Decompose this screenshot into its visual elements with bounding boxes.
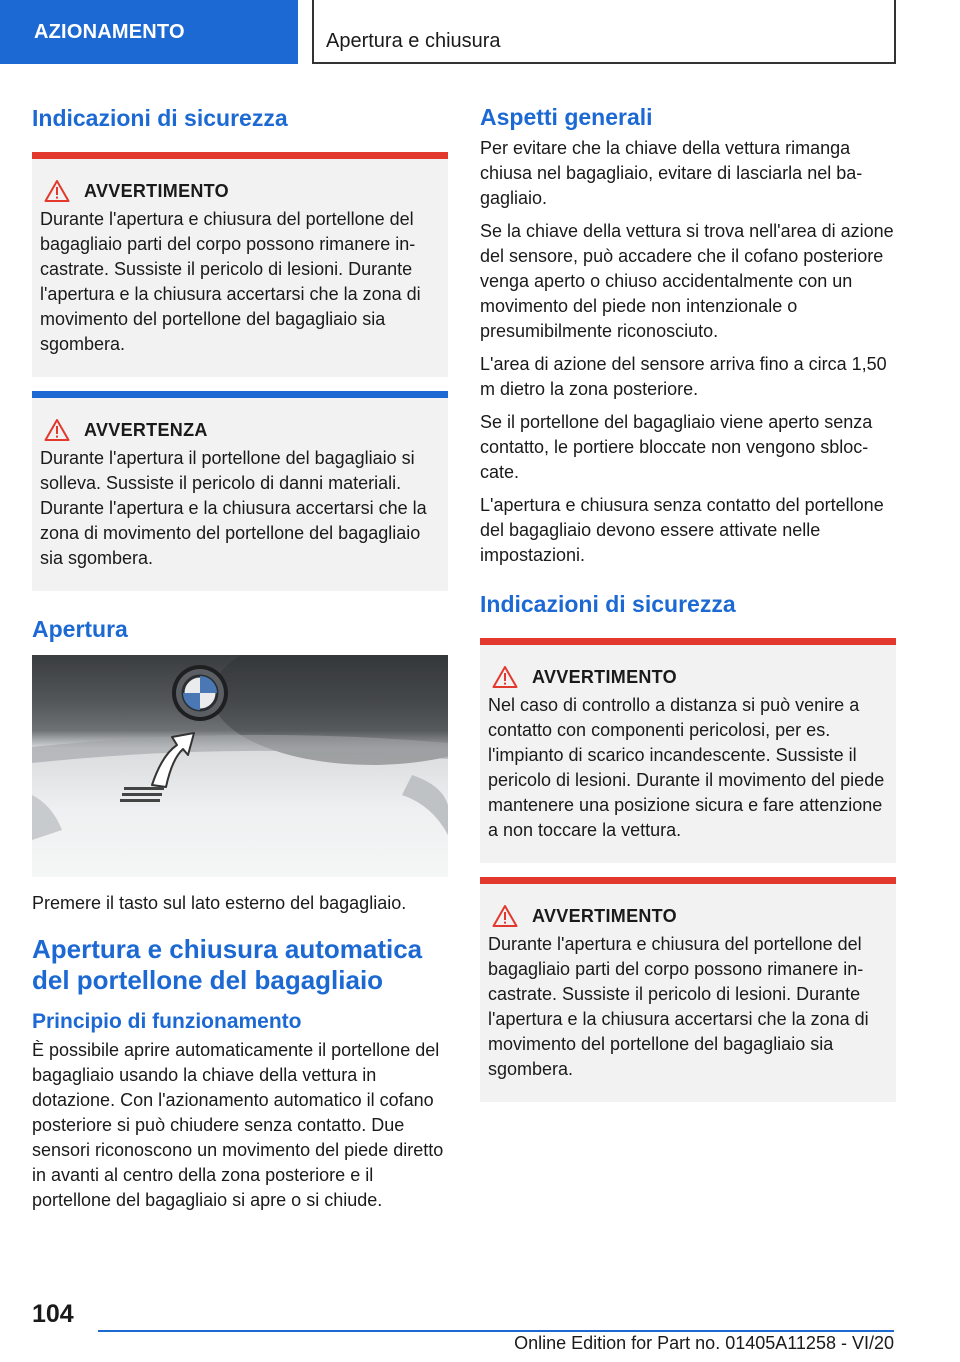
general-paragraph: Se la chiave della vettura si trova nell'area di azione del sensore, può accadere che il cofano posteriore venga aperto o chiuso accidentalmente con un movimento del piede non intenzionale o presumibilmente riconosciuto. xyxy=(480,221,894,341)
warning-notice-1 xyxy=(32,152,448,377)
notice-header xyxy=(44,418,440,442)
general-heading: Aspetti generali xyxy=(480,104,653,130)
page-number: 104 xyxy=(32,1300,74,1328)
warning-triangle-icon xyxy=(44,179,70,203)
warning-notice-4 xyxy=(480,877,896,1102)
notice-header xyxy=(44,179,440,203)
section-title: Apertura e chiusura xyxy=(312,0,896,64)
notice-label: AVVERTENZA xyxy=(84,419,208,440)
chapter-tab: AZIONAMENTO xyxy=(0,0,298,64)
left-column xyxy=(32,98,448,1221)
warning-triangle-icon xyxy=(44,418,70,442)
notice-label: AVVERTIMENTO xyxy=(532,905,677,926)
notice-text: Durante l'apertura e chiusura del portellone del bagagliaio parti del corpo possono rimanere incastrate. Sussiste il pericolo di lesioni. Durante l'apertura e la chiusura accertarsi che la zona di movimento del portellone del bagagliaio sia sgombera. xyxy=(40,209,421,354)
notice-text: Durante l'apertura il portellone del bagagliaio si solleva. Sussiste il pericolo di danni materiali. Durante l'apertura e la chiusura accertarsi che la zona di movimento del portellone del bagagliaio sia sgombera. xyxy=(40,448,427,568)
general-paragraph: Per evitare che la chiave della vettura rimanga chiusa nel bagagliaio, evitare di lasciarla nel bagagliaio. xyxy=(480,138,863,208)
edition-text: Online Edition for Part no. 01405A11258 - VI/20 xyxy=(514,1333,894,1353)
automatic-heading: Apertura e chiusura automatica del portellone del bagagliaio xyxy=(32,934,423,995)
principle-heading: Principio di funzionamento xyxy=(32,1010,302,1033)
principle-text: È possibile aprire automaticamente il portellone del bagagliaio usando la chiave della vettura in dotazione. Con l'azionamento automatico il cofano posteriore si può chiudere senza contatto. Due sensori riconoscono un movimento del piede diretto in avanti al centro della zona posteriore e il portellone del bagagliaio si apre o si chiude. xyxy=(32,1040,444,1210)
caution-notice xyxy=(32,391,448,591)
safety-heading-left: Indicazioni di sicurezza xyxy=(32,105,288,131)
notice-label: AVVERTIMENTO xyxy=(532,666,677,687)
notice-header xyxy=(492,904,888,928)
notice-text: Durante l'apertura e chiusura del portellone del bagagliaio parti del corpo possono rimanere incastrate. Sussiste il pericolo di lesioni. Durante l'apertura e la chiusura accertarsi che la zona di movimento del portellone del bagagliaio sia sgombera. xyxy=(488,934,869,1079)
warning-notice-3 xyxy=(480,638,896,863)
warning-triangle-icon xyxy=(492,665,518,689)
general-paragraph: L'area di azione del sensore arriva fino a circa 1,50 m dietro la zona posteriore. xyxy=(480,354,887,399)
right-column xyxy=(480,98,896,1116)
notice-text: Nel caso di controllo a distanza si può venire a contatto con componenti pericolosi, per es. l'impianto di scarico incandescente. Sussiste il pericolo di lesioni. Durante il movimento del piede mantenere una posizione sicura e fare attenzione a non toccare la vettura. xyxy=(488,695,885,840)
safety-heading-right: Indicazioni di sicurezza xyxy=(480,591,736,617)
general-paragraph: Se il portellone del bagagliaio viene aperto senza contatto, le portiere bloccate non vengono sbloccate. xyxy=(480,412,873,482)
warning-triangle-icon xyxy=(492,904,518,928)
notice-label: AVVERTIMENTO xyxy=(84,180,229,201)
tailgate-photo xyxy=(32,655,448,877)
general-paragraph: L'apertura e chiusura senza contatto del portellone del bagagliaio devono essere attivate nelle impostazioni. xyxy=(480,495,884,565)
footer-divider xyxy=(98,1330,894,1332)
notice-header xyxy=(492,665,888,689)
tailgate-illustration xyxy=(32,655,448,877)
photo-caption: Premere il tasto sul lato esterno del bagagliaio. xyxy=(32,893,407,913)
opening-heading: Apertura xyxy=(32,616,128,642)
